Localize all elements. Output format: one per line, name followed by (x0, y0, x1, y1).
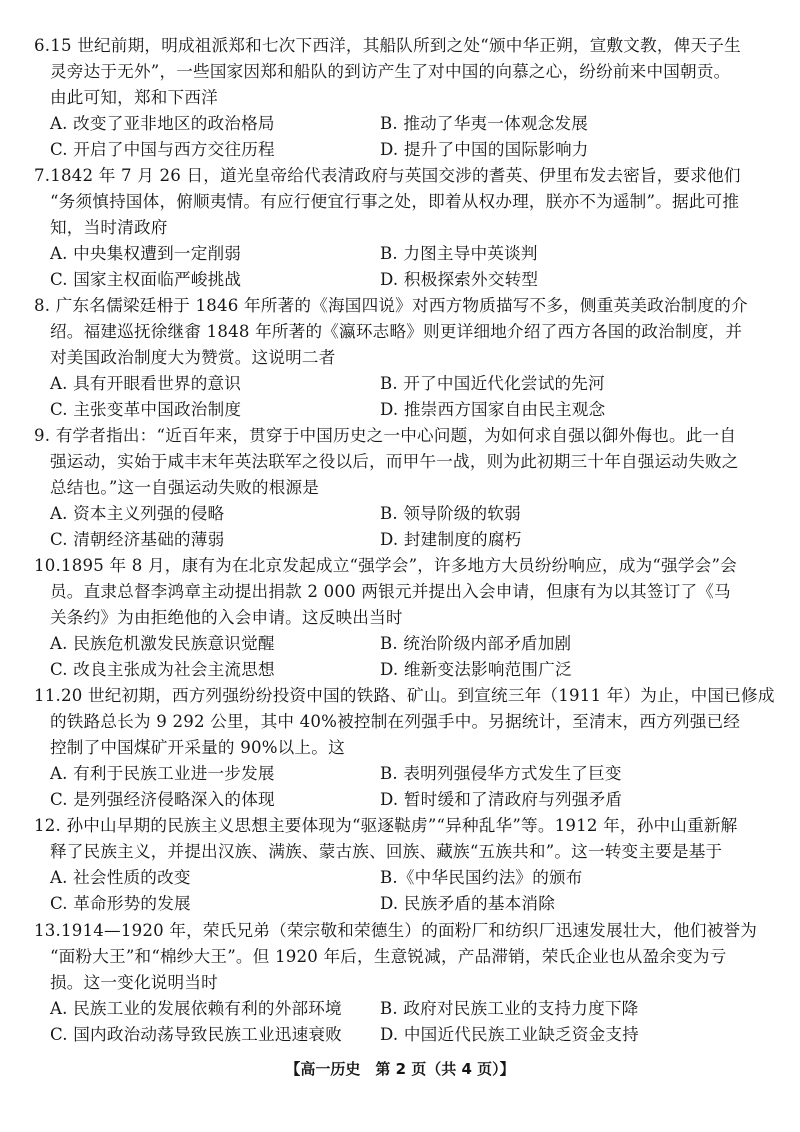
options-grid (34, 241, 780, 293)
option-c: C. 是列强经济侵略深入的体现 (50, 790, 275, 809)
option-a: A. 资本主义列强的侵略 (50, 504, 225, 523)
option-b: B. 统治阶级内部矛盾加剧 (380, 634, 572, 653)
question-text-line: 13.1914—1920 年，荣氏兄弟（荣宗敬和荣德生）的面粉厂和纺织厂迅速发展壮大，他们被誉为 (34, 921, 758, 940)
option-a: A. 改变了亚非地区的政治格局 (50, 114, 275, 133)
question-text-line: 8. 广东名儒梁廷枏于 1846 年所著的《海国四说》对西方物质描写不多，侧重英美政治制度的介 (34, 296, 748, 315)
option-a: A. 中央集权遭到一定削弱 (50, 244, 242, 263)
question-text-line: “面粉大王”和“棉纱大王”。但 1920 年后，生意锐减，产品滞销，荣氏企业也从盈余变为亏 (50, 947, 727, 966)
option-d: D. 维新变法影响范围广泛 (380, 660, 572, 679)
question-text-line: 释了民族主义，并提出汉族、满族、蒙古族、回族、藏族“五族共和”。这一转变主要是基于 (50, 842, 723, 861)
options-grid (34, 631, 780, 683)
question-text-line: 6.15 世纪前期，明成祖派郑和七次下西洋，其船队所到之处“颁中华正朔，宣敷文教，俾天子生 (34, 36, 741, 55)
question-text-line: 10.1895 年 8 月，康有为在北京发起成立“强学会”，许多地方大员纷纷响应，成为“强学会”会 (34, 556, 737, 575)
option-b: B. 领导阶级的软弱 (380, 504, 521, 523)
question-13 (34, 918, 780, 1048)
question-text-line: 关条约》为由拒绝他的入会申请。这反映出当时 (50, 608, 403, 627)
option-a: A. 民族危机激发民族意识觉醒 (50, 634, 275, 653)
question-10 (34, 553, 780, 683)
question-8 (34, 293, 780, 423)
question-text-line: 12. 孙中山早期的民族主义思想主要体现为“驱逐鞑虏”“异种乱华”等。1912 年，孙中山重新解 (34, 816, 738, 835)
question-9 (34, 423, 780, 553)
question-text-line: 总结也。”这一自强运动失败的根源是 (50, 478, 320, 497)
option-a: A. 有利于民族工业进一步发展 (50, 764, 275, 783)
option-b: B. 表明列强侵华方式发生了巨变 (380, 764, 622, 783)
option-d: D. 封建制度的腐朽 (380, 530, 522, 549)
question-12 (34, 813, 780, 917)
question-text-line: 绍。福建巡抚徐继畬 1848 年所著的《瀛环志略》则更详细地介绍了西方各国的政治制度，并 (50, 322, 743, 341)
option-c: C. 清朝经济基础的薄弱 (50, 530, 225, 549)
option-a: A. 民族工业的发展依赖有利的外部环境 (50, 999, 342, 1018)
question-text-line: 7.1842 年 7 月 26 日，道光皇帝给代表清政府与英国交涉的耆英、伊里布发去密旨，要求他们 (34, 166, 741, 185)
question-6 (34, 33, 780, 163)
question-text-line: 的铁路总长为 9 292 公里，其中 40%被控制在列强手中。另据统计，至清末，西方列强已经 (50, 712, 741, 731)
option-d: D. 推崇西方国家自由民主观念 (380, 400, 606, 419)
option-b: B. 开了中国近代化尝试的先河 (380, 374, 605, 393)
question-7 (34, 163, 780, 293)
options-grid (34, 865, 780, 917)
question-text-line: 灵旁达于无外”，一些国家因郑和船队的到访产生了对中国的向慕之心，纷纷前来中国朝贡。 (50, 62, 731, 81)
option-a: A. 社会性质的改变 (50, 868, 191, 887)
question-text-line: 由此可知，郑和下西洋 (50, 88, 218, 107)
option-d: D. 中国近代民族工业缺乏资金支持 (380, 1025, 639, 1044)
option-c: C. 革命形势的发展 (50, 894, 191, 913)
question-text-line: “务须慎持国体，俯顺夷情。有应行便宜行事之处，即着从权办理，朕亦不为遥制”。据此可推 (50, 192, 740, 211)
option-d: D. 提升了中国的国际影响力 (380, 140, 589, 159)
question-text-line: 员。直隶总督李鸿章主动提出捐款 2 000 两银元并提出入会申请，但康有为以其签订了《马 (50, 582, 731, 601)
option-d: D. 积极探索外交转型 (380, 270, 539, 289)
option-c: C. 国内政治动荡导致民族工业迅速衰败 (50, 1025, 342, 1044)
options-grid (34, 996, 780, 1048)
option-b: B. 力图主导中英谈判 (380, 244, 538, 263)
options-grid (34, 371, 780, 423)
option-b: B. 推动了华夷一体观念发展 (380, 114, 589, 133)
question-11 (34, 683, 780, 813)
question-text-line: 损。这一变化说明当时 (50, 973, 218, 992)
option-c: C. 主张变革中国政治制度 (50, 400, 242, 419)
option-b: B. 政府对民族工业的支持力度下降 (380, 999, 639, 1018)
option-c: C. 国家主权面临严峻挑战 (50, 270, 242, 289)
option-d: D. 民族矛盾的基本消除 (380, 894, 556, 913)
option-c: C. 改良主张成为社会主流思想 (50, 660, 275, 679)
options-grid (34, 501, 780, 553)
option-b: B.《中华民国约法》的颁布 (380, 868, 583, 887)
question-text-line: 知，当时清政府 (50, 218, 168, 237)
option-d: D. 暂时缓和了清政府与列强矛盾 (380, 790, 623, 809)
question-text-line: 11.20 世纪初期，西方列强纷纷投资中国的铁路、矿山。到宣统三年（1911 年）为止，中国已修成 (34, 686, 775, 705)
question-text-line: 控制了中国煤矿开采量的 90%以上。这 (50, 738, 345, 757)
question-text-line: 9. 有学者指出：“近百年来，贯穿于中国历史之一中心问题，为如何求自强以御外侮也。此一自 (34, 426, 737, 445)
option-c: C. 开启了中国与西方交往历程 (50, 140, 275, 159)
question-text-line: 对美国政治制度大为赞赏。这说明二者 (50, 348, 336, 367)
option-a: A. 具有开眼看世界的意识 (50, 374, 242, 393)
options-grid (34, 111, 780, 163)
question-text-line: 强运动，实始于咸丰末年英法联军之役以后，而甲午一战，则为此初期三十年自强运动失败之 (50, 452, 739, 471)
options-grid (34, 761, 780, 813)
page-footer: 【高一历史 第 2 页（共 4 页）】 (285, 1060, 515, 1078)
